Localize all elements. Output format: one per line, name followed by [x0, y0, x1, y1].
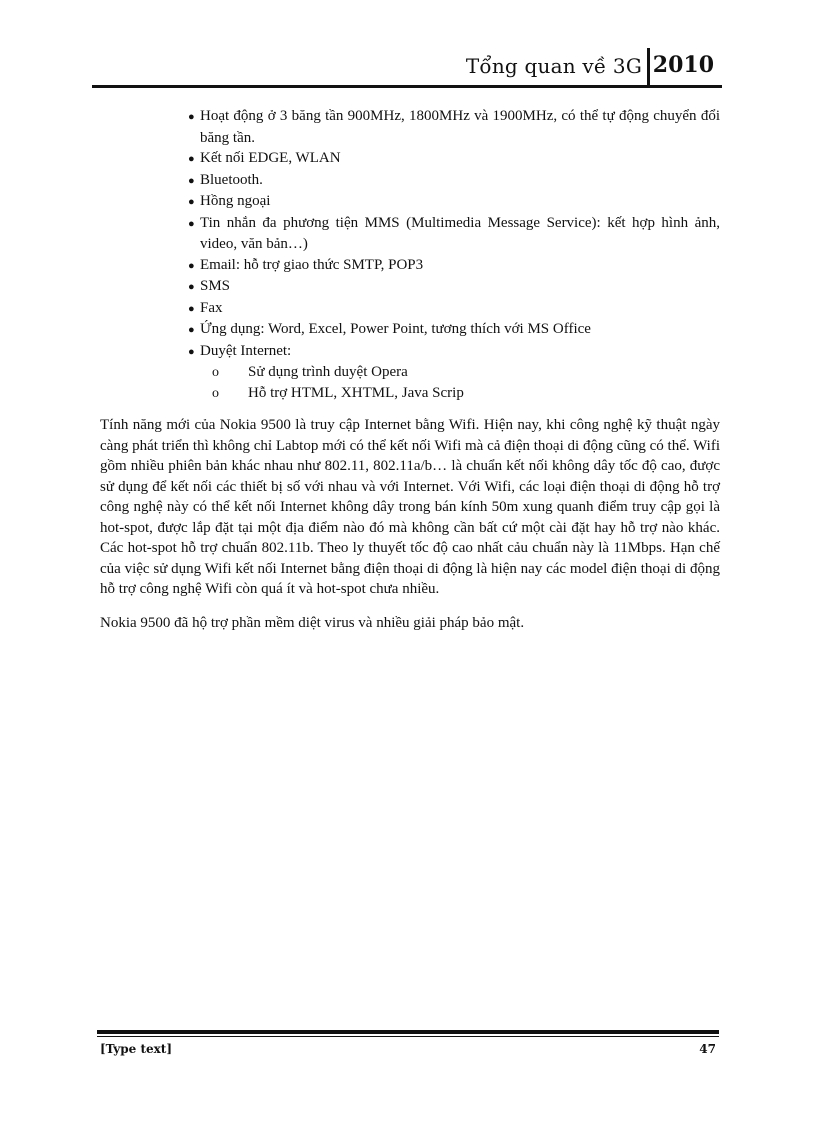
- header-title: Tổng quan về 3G: [465, 54, 642, 78]
- footer-placeholder-text: [Type text]: [100, 1042, 173, 1056]
- list-item: ● Bluetooth.: [188, 170, 720, 192]
- page-body: [100, 106, 720, 633]
- list-item: ● Hoạt động ở 3 băng tần 900MHz, 1800MHz và 1900MHz, có thể tự động chuyển đổi băng tần.: [188, 108, 720, 146]
- bullet-icon: ●: [188, 217, 195, 230]
- circle-bullet-icon: o: [212, 365, 219, 380]
- bullet-icon: ●: [188, 174, 195, 187]
- sub-list-item: o Sử dụng trình duyệt Opera: [100, 362, 720, 383]
- list-item: ● SMS: [188, 276, 720, 298]
- list-item: ● Hồng ngoại: [188, 191, 720, 213]
- bullet-icon: ●: [188, 302, 195, 315]
- page-header: [92, 46, 722, 88]
- security-paragraph: Nokia 9500 đã hộ trợ phần mềm diệt virus và nhiều giải pháp bảo mật.: [100, 614, 525, 631]
- list-item: ● Duyệt Internet:: [188, 341, 720, 363]
- list-item: ● Ứng dụng: Word, Excel, Power Point, tương thích với MS Office: [188, 319, 720, 341]
- footer-rule-thin: [97, 1036, 719, 1037]
- browser-sub-list: [100, 362, 720, 403]
- feature-list: [188, 106, 720, 362]
- list-item: ● Kết nối EDGE, WLAN: [188, 148, 720, 170]
- page-number: 47: [699, 1042, 716, 1056]
- list-item: ● Fax: [188, 298, 720, 320]
- footer-rule: [97, 1030, 719, 1034]
- header-rule: [92, 85, 722, 88]
- header-year: 2010: [652, 52, 714, 78]
- bullet-icon: ●: [188, 259, 195, 272]
- bullet-icon: ●: [188, 281, 195, 293]
- bullet-icon: ●: [188, 153, 195, 165]
- bullet-icon: ●: [188, 111, 195, 123]
- bullet-icon: ●: [188, 345, 195, 358]
- page-footer: [97, 1030, 719, 1056]
- list-item: ● Tin nhắn đa phương tiện MMS (Multimedia Message Service): kết hợp hình ảnh, video, văn bản…): [188, 214, 720, 252]
- wifi-paragraph: Tính năng mới của Nokia 9500 là truy cập Internet bằng Wifi. Hiện nay, khi công nghệ kỹ thuật ngày càng phát triển thì không chỉ Labtop mới có thể kết nối Wifi mà cả điện thoại di động cũng có thể. Wifi gồm nhiều phiên bản khác nhau như 802.11, 802.11a/b… là chuẩn kết nối không dây tốc độ cao, được sử dụng để kết nối các thiết bị số với nhau và với Internet. Với Wifi, các loại điện thoại di động hỗ trợ công nghệ này có thể kết nối Internet không dây trong bán kính 50m xung quanh điểm truy cập gọi là hot-spot, được lắp đặt tại một địa điểm nào đó mà không cần bất cứ một cài đặt hay hỗ trợ nào khác. Các hot-spot hỗ trợ chuẩn 802.11b. Theo ly thuyết tốc độ cao nhất cảu chuẩn này là 11Mbps. Hạn chế của việc sử dụng Wifi kết nối Internet bằng điện thoại di động là hiện nay các model điện thoại di động hỗ trợ công nghệ Wifi còn quá ít và hot-spot chưa nhiều.: [100, 417, 720, 597]
- bullet-icon: ●: [188, 196, 195, 208]
- list-item: ● Email: hỗ trợ giao thức SMTP, POP3: [188, 255, 720, 277]
- header-separator: [647, 48, 650, 86]
- sub-list-item: o Hỗ trợ HTML, XHTML, Java Scrip: [100, 383, 720, 404]
- circle-bullet-icon: o: [212, 385, 219, 401]
- bullet-icon: ●: [188, 324, 195, 336]
